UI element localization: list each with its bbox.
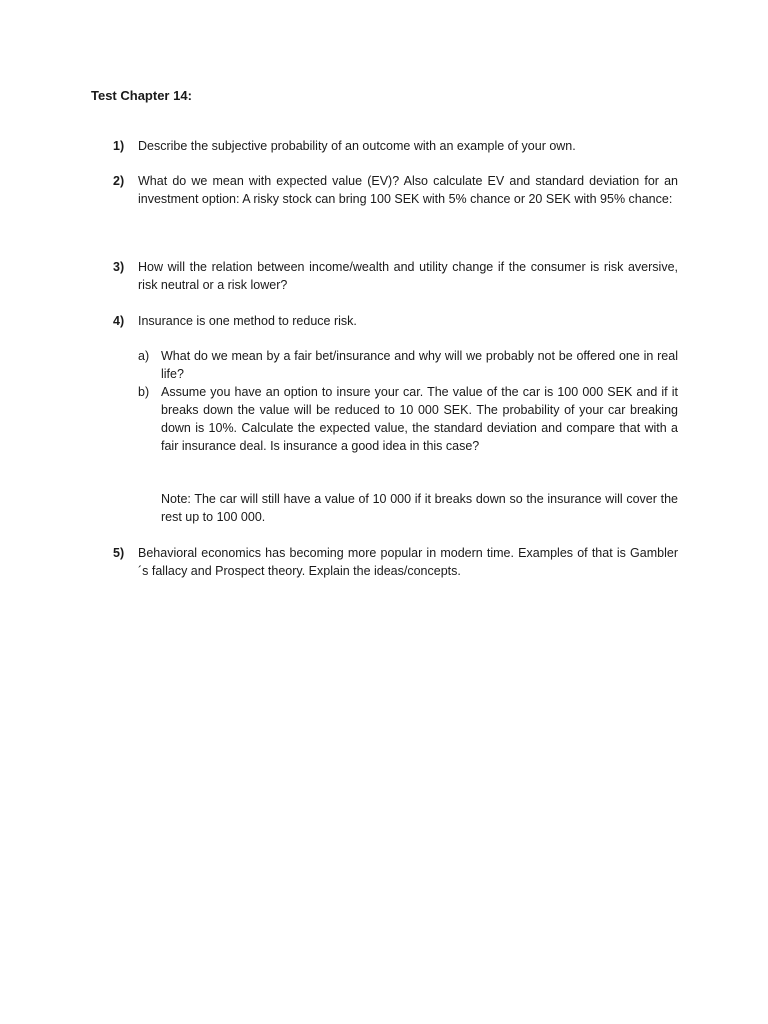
question-number: 2) (113, 174, 125, 188)
part-letter: b) (138, 385, 150, 399)
question-number: 5) (113, 546, 125, 560)
question-number: 1) (113, 139, 125, 153)
question-text: Insurance is one method to reduce risk. (138, 314, 357, 328)
question-2 (113, 172, 678, 208)
part-text: Assume you have an option to insure your car. The value of the car is 100 000 SEK and if it breaks down the value will be reduced to 10 000 SEK. The probability of your car breaking down is 10%. Calculate the expected value, the standard deviation and compare that with a fair insurance deal. Is insurance a good idea in this case? (161, 385, 678, 453)
question-4 (113, 312, 678, 330)
question-4-part-b (138, 383, 678, 455)
page-title: Test Chapter 14: (91, 88, 192, 103)
question-text: Behavioral economics has becoming more popular in modern time. Examples of that is Gambler´s fallacy and Prospect theory. Explain the ideas/concepts. (138, 546, 678, 578)
question-text: What do we mean with expected value (EV)? Also calculate EV and standard deviation for an investment option: A risky stock can bring 100 SEK with 5% chance or 20 SEK with 95% chance: (138, 174, 678, 206)
question-text: Describe the subjective probability of an outcome with an example of your own. (138, 139, 576, 153)
part-letter: a) (138, 349, 150, 363)
question-1 (113, 137, 678, 155)
question-4-note: Note: The car will still have a value of 10 000 if it breaks down so the insurance will cover the rest up to 100 000. (161, 492, 678, 524)
question-number: 3) (113, 260, 125, 274)
part-text: What do we mean by a fair bet/insurance and why will we probably not be offered one in real life? (161, 349, 678, 381)
question-number: 4) (113, 314, 125, 328)
question-text: How will the relation between income/wealth and utility change if the consumer is risk aversive, risk neutral or a risk lower? (138, 260, 678, 292)
question-5 (113, 544, 678, 580)
question-4-part-a (138, 347, 678, 383)
question-3 (113, 258, 678, 294)
